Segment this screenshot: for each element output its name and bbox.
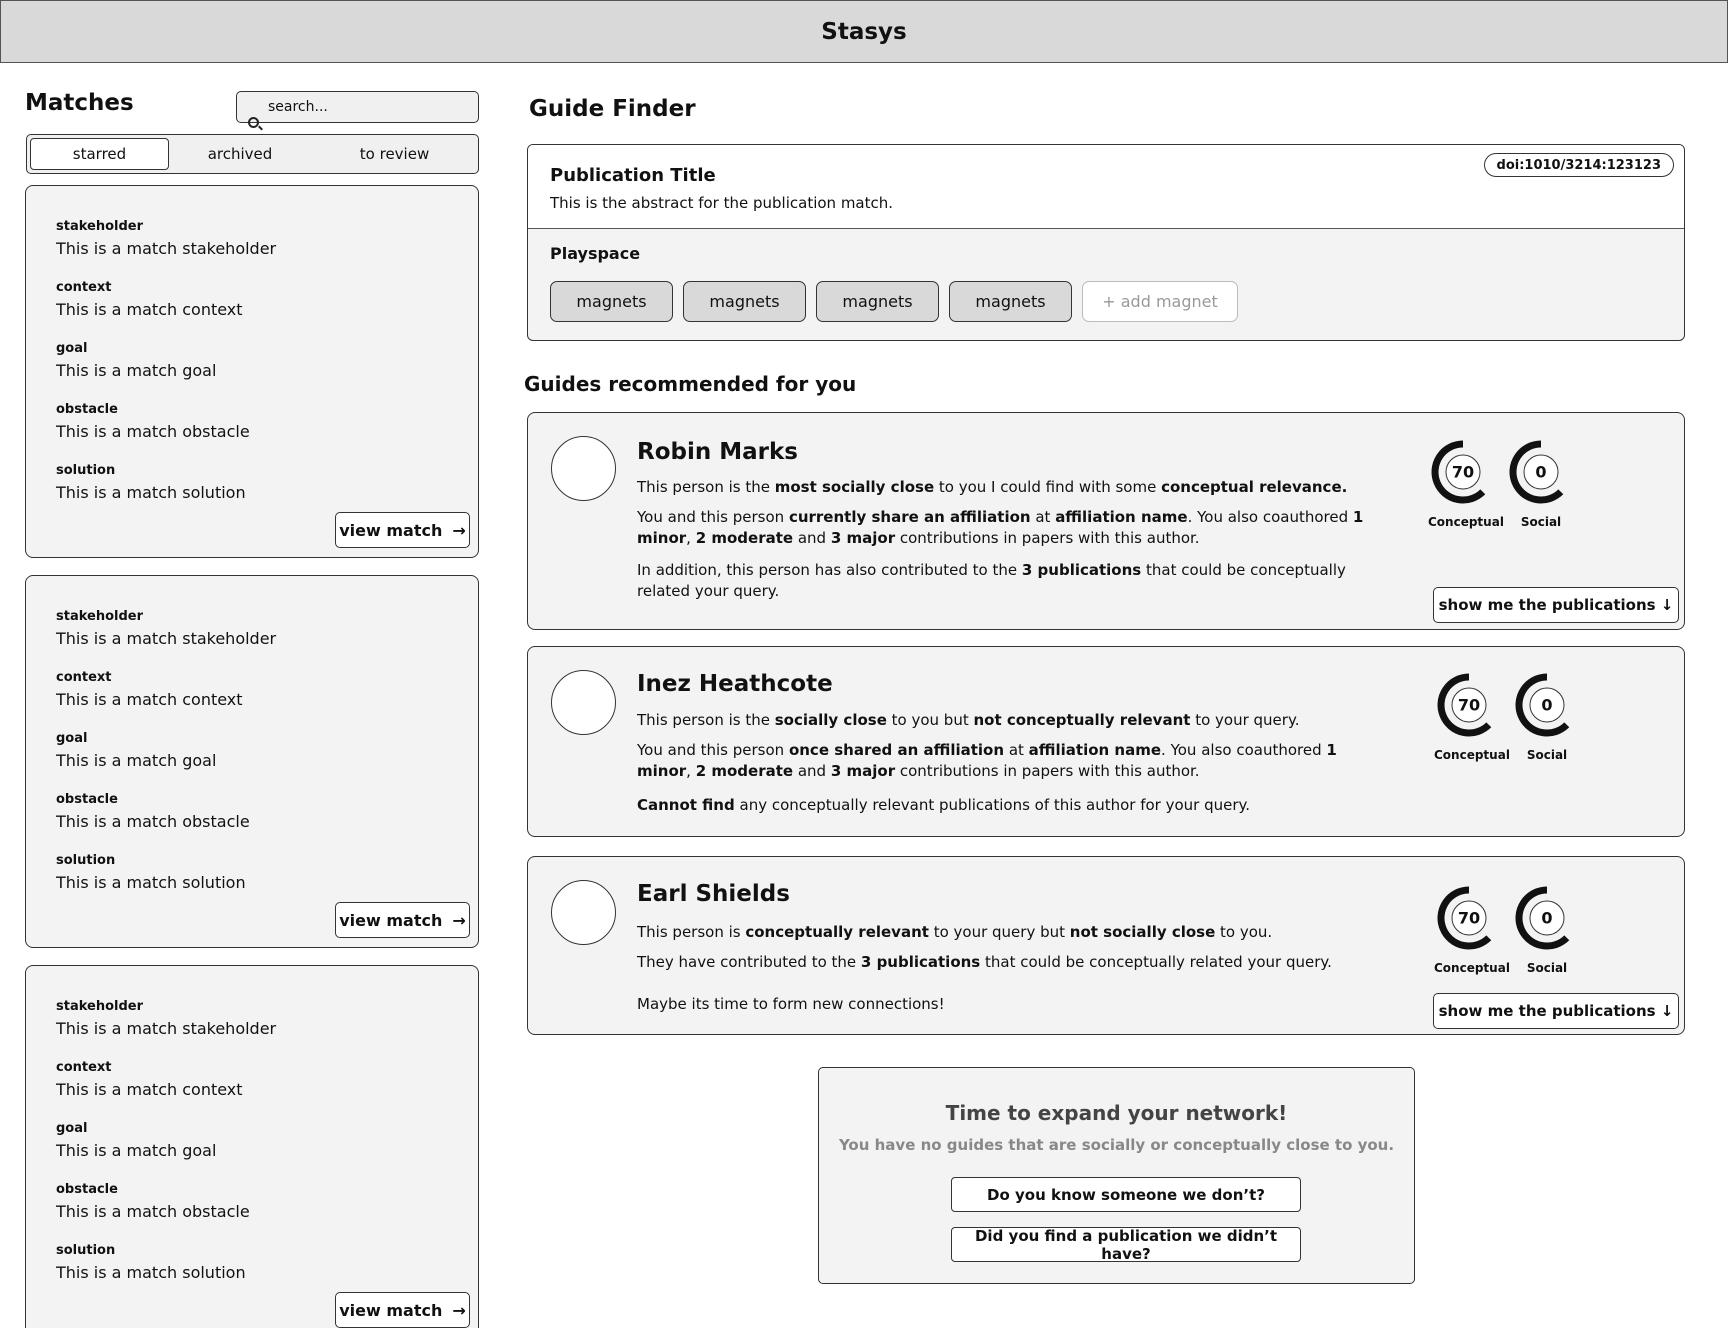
match-field-stakeholder bbox=[56, 609, 276, 648]
body-text: . You also coauthored bbox=[1187, 508, 1353, 526]
field-label: obstacle bbox=[56, 402, 118, 417]
social-gauge bbox=[1512, 670, 1582, 762]
field-label: solution bbox=[56, 463, 116, 478]
body-text: You and this person bbox=[637, 741, 789, 759]
view-match-button[interactable] bbox=[335, 1292, 470, 1328]
view-match-button[interactable] bbox=[335, 902, 470, 938]
guide-card bbox=[527, 412, 1685, 630]
body-text: at bbox=[1030, 508, 1056, 526]
match-field-context bbox=[56, 670, 243, 709]
playspace-label: Playspace bbox=[550, 244, 641, 263]
match-field-obstacle bbox=[56, 1182, 250, 1221]
field-value: This is a match solution bbox=[56, 483, 246, 502]
match-card bbox=[25, 575, 479, 948]
body-text: Maybe its time to form new connections! bbox=[637, 995, 945, 1013]
emphasis-text: Cannot find bbox=[637, 796, 735, 814]
emphasis-text: 3 publications bbox=[860, 953, 981, 971]
emphasis-text: once shared an affiliation bbox=[788, 741, 1005, 759]
arrow-right-icon: → bbox=[452, 910, 466, 930]
guide-name: Earl Shields bbox=[637, 881, 790, 907]
suggest-person-button[interactable]: Do you know someone we don’t? bbox=[951, 1177, 1301, 1212]
body-text: to your query but bbox=[928, 923, 1070, 941]
match-field-context bbox=[56, 1060, 243, 1099]
match-field-solution bbox=[56, 1243, 246, 1282]
tab-to-review[interactable]: to review bbox=[359, 145, 430, 163]
arrow-right-icon: → bbox=[452, 1300, 466, 1320]
ring-chart bbox=[1506, 437, 1576, 507]
guide-finder-title: Guide Finder bbox=[529, 96, 696, 122]
search-input[interactable] bbox=[236, 91, 479, 123]
guide-note bbox=[637, 994, 1377, 1015]
tab-starred[interactable]: starred bbox=[30, 138, 169, 170]
emphasis-text: 2 moderate bbox=[695, 762, 794, 780]
conceptual-gauge bbox=[1434, 670, 1510, 762]
recommendations-title: Guides recommended for you bbox=[524, 372, 857, 396]
publication-abstract: This is the abstract for the publication match. bbox=[550, 194, 894, 212]
magnet-chip[interactable]: magnets bbox=[550, 281, 673, 322]
body-text: to you I could find with some bbox=[934, 478, 1162, 496]
emphasis-text: 3 publications bbox=[1021, 561, 1142, 579]
field-value: This is a match obstacle bbox=[56, 812, 250, 831]
field-label: context bbox=[56, 280, 112, 295]
body-text: In addition, this person has also contributed to the bbox=[637, 561, 1022, 579]
arrow-right-icon: → bbox=[452, 520, 466, 540]
tab-archived[interactable]: archived bbox=[207, 145, 273, 163]
guide-card bbox=[527, 646, 1685, 837]
emphasis-text: 2 moderate bbox=[695, 529, 794, 547]
guide-affiliation bbox=[637, 740, 1377, 782]
field-value: This is a match stakeholder bbox=[56, 1019, 277, 1038]
field-label: stakeholder bbox=[56, 999, 144, 1014]
view-match-button[interactable] bbox=[335, 512, 470, 548]
match-field-obstacle bbox=[56, 792, 250, 831]
emphasis-text: affiliation name bbox=[1055, 508, 1188, 526]
publication-card bbox=[527, 144, 1685, 341]
guide-affiliation bbox=[637, 507, 1377, 549]
guide-name: Inez Heathcote bbox=[637, 671, 833, 697]
avatar bbox=[551, 436, 616, 501]
ring-chart bbox=[1512, 883, 1582, 953]
gauge-value: 0 bbox=[1541, 695, 1553, 715]
body-text: This person is the bbox=[637, 478, 775, 496]
publication-header bbox=[528, 145, 1684, 229]
conceptual-label: Conceptual bbox=[1428, 515, 1504, 529]
body-text: any conceptually relevant publications of this author for your query. bbox=[734, 796, 1251, 814]
field-value: This is a match obstacle bbox=[56, 1202, 250, 1221]
match-card bbox=[25, 185, 479, 558]
gauge-value: 70 bbox=[1457, 908, 1481, 928]
field-label: obstacle bbox=[56, 1182, 118, 1197]
field-value: This is a match solution bbox=[56, 1263, 246, 1282]
network-title: Time to expand your network! bbox=[945, 1101, 1288, 1125]
match-card bbox=[25, 965, 479, 1328]
body-text: . You also coauthored bbox=[1161, 741, 1327, 759]
field-value: This is a match goal bbox=[56, 751, 217, 770]
suggest-publication-button[interactable]: Did you find a publication we didn’t have? bbox=[951, 1227, 1301, 1262]
body-text: This person is the bbox=[637, 711, 775, 729]
emphasis-text: conceptual relevance. bbox=[1161, 478, 1348, 496]
conceptual-label: Conceptual bbox=[1434, 748, 1510, 762]
ring-chart bbox=[1434, 670, 1504, 740]
gauge-value: 70 bbox=[1451, 462, 1475, 482]
guide-description bbox=[637, 922, 1377, 943]
doi-badge[interactable]: doi:1010/3214:123123 bbox=[1484, 153, 1674, 177]
match-field-solution bbox=[56, 463, 246, 502]
publication-title: Publication Title bbox=[550, 165, 716, 186]
body-text: , bbox=[686, 762, 696, 780]
gauge-value: 70 bbox=[1457, 695, 1481, 715]
conceptual-gauge bbox=[1434, 883, 1510, 975]
emphasis-text: not socially close bbox=[1069, 923, 1216, 941]
field-label: context bbox=[56, 670, 112, 685]
field-label: solution bbox=[56, 853, 116, 868]
body-text: to your query. bbox=[1190, 711, 1300, 729]
emphasis-text: 3 major bbox=[830, 529, 896, 547]
emphasis-text: 1 minor bbox=[637, 741, 1337, 780]
field-label: goal bbox=[56, 341, 88, 356]
app-title: Stasys bbox=[821, 18, 907, 45]
body-text: and bbox=[793, 762, 831, 780]
search-icon bbox=[248, 117, 259, 128]
guide-publications bbox=[637, 560, 1377, 602]
emphasis-text: affiliation name bbox=[1028, 741, 1162, 759]
body-text: contributions in papers with this author. bbox=[895, 762, 1200, 780]
field-value: This is a match stakeholder bbox=[56, 629, 277, 648]
social-label: Social bbox=[1526, 961, 1568, 975]
field-value: This is a match context bbox=[56, 1080, 243, 1099]
avatar bbox=[551, 670, 616, 735]
body-text: , bbox=[686, 529, 696, 547]
emphasis-text: most socially close bbox=[774, 478, 935, 496]
view-match-label: view match bbox=[339, 910, 443, 930]
gauge-value: 0 bbox=[1535, 462, 1547, 482]
emphasis-text: socially close bbox=[774, 711, 887, 729]
matches-title: Matches bbox=[25, 90, 134, 116]
view-match-label: view match bbox=[339, 1300, 443, 1320]
guide-publications bbox=[637, 795, 1377, 816]
match-field-stakeholder bbox=[56, 999, 276, 1038]
match-field-goal bbox=[56, 731, 216, 770]
body-text: to you. bbox=[1215, 923, 1273, 941]
field-label: solution bbox=[56, 1243, 116, 1258]
show-publications-button[interactable]: show me the publications ↓ bbox=[1433, 993, 1679, 1029]
field-value: This is a match context bbox=[56, 690, 243, 709]
body-text: They have contributed to the bbox=[637, 953, 861, 971]
body-text: and bbox=[793, 529, 831, 547]
guide-description bbox=[637, 477, 1377, 498]
app-header bbox=[0, 0, 1728, 63]
emphasis-text: currently share an affiliation bbox=[788, 508, 1031, 526]
social-label: Social bbox=[1520, 515, 1562, 529]
emphasis-text: 1 minor bbox=[637, 508, 1364, 547]
ring-chart bbox=[1434, 883, 1504, 953]
show-publications-button[interactable]: show me the publications ↓ bbox=[1433, 587, 1679, 623]
emphasis-text: conceptually relevant bbox=[745, 923, 929, 941]
magnet-chip[interactable]: magnets bbox=[949, 281, 1072, 322]
field-label: context bbox=[56, 1060, 112, 1075]
field-value: This is a match stakeholder bbox=[56, 239, 277, 258]
magnet-chip[interactable]: magnets bbox=[683, 281, 806, 322]
guide-publications bbox=[637, 952, 1377, 973]
match-field-solution bbox=[56, 853, 246, 892]
field-value: This is a match context bbox=[56, 300, 243, 319]
match-field-stakeholder bbox=[56, 219, 276, 258]
field-label: obstacle bbox=[56, 792, 118, 807]
field-value: This is a match goal bbox=[56, 1141, 217, 1160]
ring-chart bbox=[1428, 437, 1498, 507]
ring-chart bbox=[1512, 670, 1582, 740]
social-gauge bbox=[1512, 883, 1582, 975]
field-label: stakeholder bbox=[56, 219, 144, 234]
match-field-obstacle bbox=[56, 402, 250, 441]
emphasis-text: not conceptually relevant bbox=[973, 711, 1191, 729]
body-text: to you but bbox=[886, 711, 974, 729]
matches-tabs bbox=[26, 134, 479, 174]
social-label: Social bbox=[1526, 748, 1568, 762]
network-subtitle: You have no guides that are socially or conceptually close to you. bbox=[838, 1136, 1395, 1154]
field-label: stakeholder bbox=[56, 609, 144, 624]
guide-description bbox=[637, 710, 1377, 731]
field-label: goal bbox=[56, 731, 88, 746]
field-value: This is a match obstacle bbox=[56, 422, 250, 441]
view-match-label: view match bbox=[339, 520, 443, 540]
emphasis-text: 3 major bbox=[830, 762, 896, 780]
body-text: that could be conceptually related your query. bbox=[637, 561, 1346, 600]
field-label: goal bbox=[56, 1121, 88, 1136]
field-value: This is a match goal bbox=[56, 361, 217, 380]
guide-name: Robin Marks bbox=[637, 439, 798, 465]
add-magnet-button[interactable]: + add magnet bbox=[1082, 281, 1238, 322]
search-placeholder: search... bbox=[268, 99, 328, 115]
body-text: that could be conceptually related your query. bbox=[980, 953, 1332, 971]
social-gauge bbox=[1506, 437, 1576, 529]
body-text: You and this person bbox=[637, 508, 789, 526]
conceptual-gauge bbox=[1428, 437, 1504, 529]
match-field-context bbox=[56, 280, 243, 319]
avatar bbox=[551, 880, 616, 945]
match-field-goal bbox=[56, 1121, 216, 1160]
field-value: This is a match solution bbox=[56, 873, 246, 892]
body-text: contributions in papers with this author. bbox=[895, 529, 1200, 547]
guide-card bbox=[527, 856, 1685, 1035]
conceptual-label: Conceptual bbox=[1434, 961, 1510, 975]
body-text: at bbox=[1004, 741, 1029, 759]
body-text: This person is bbox=[637, 923, 746, 941]
expand-network-card bbox=[818, 1067, 1415, 1284]
gauge-value: 0 bbox=[1541, 908, 1553, 928]
match-field-goal bbox=[56, 341, 216, 380]
magnet-chip[interactable]: magnets bbox=[816, 281, 939, 322]
